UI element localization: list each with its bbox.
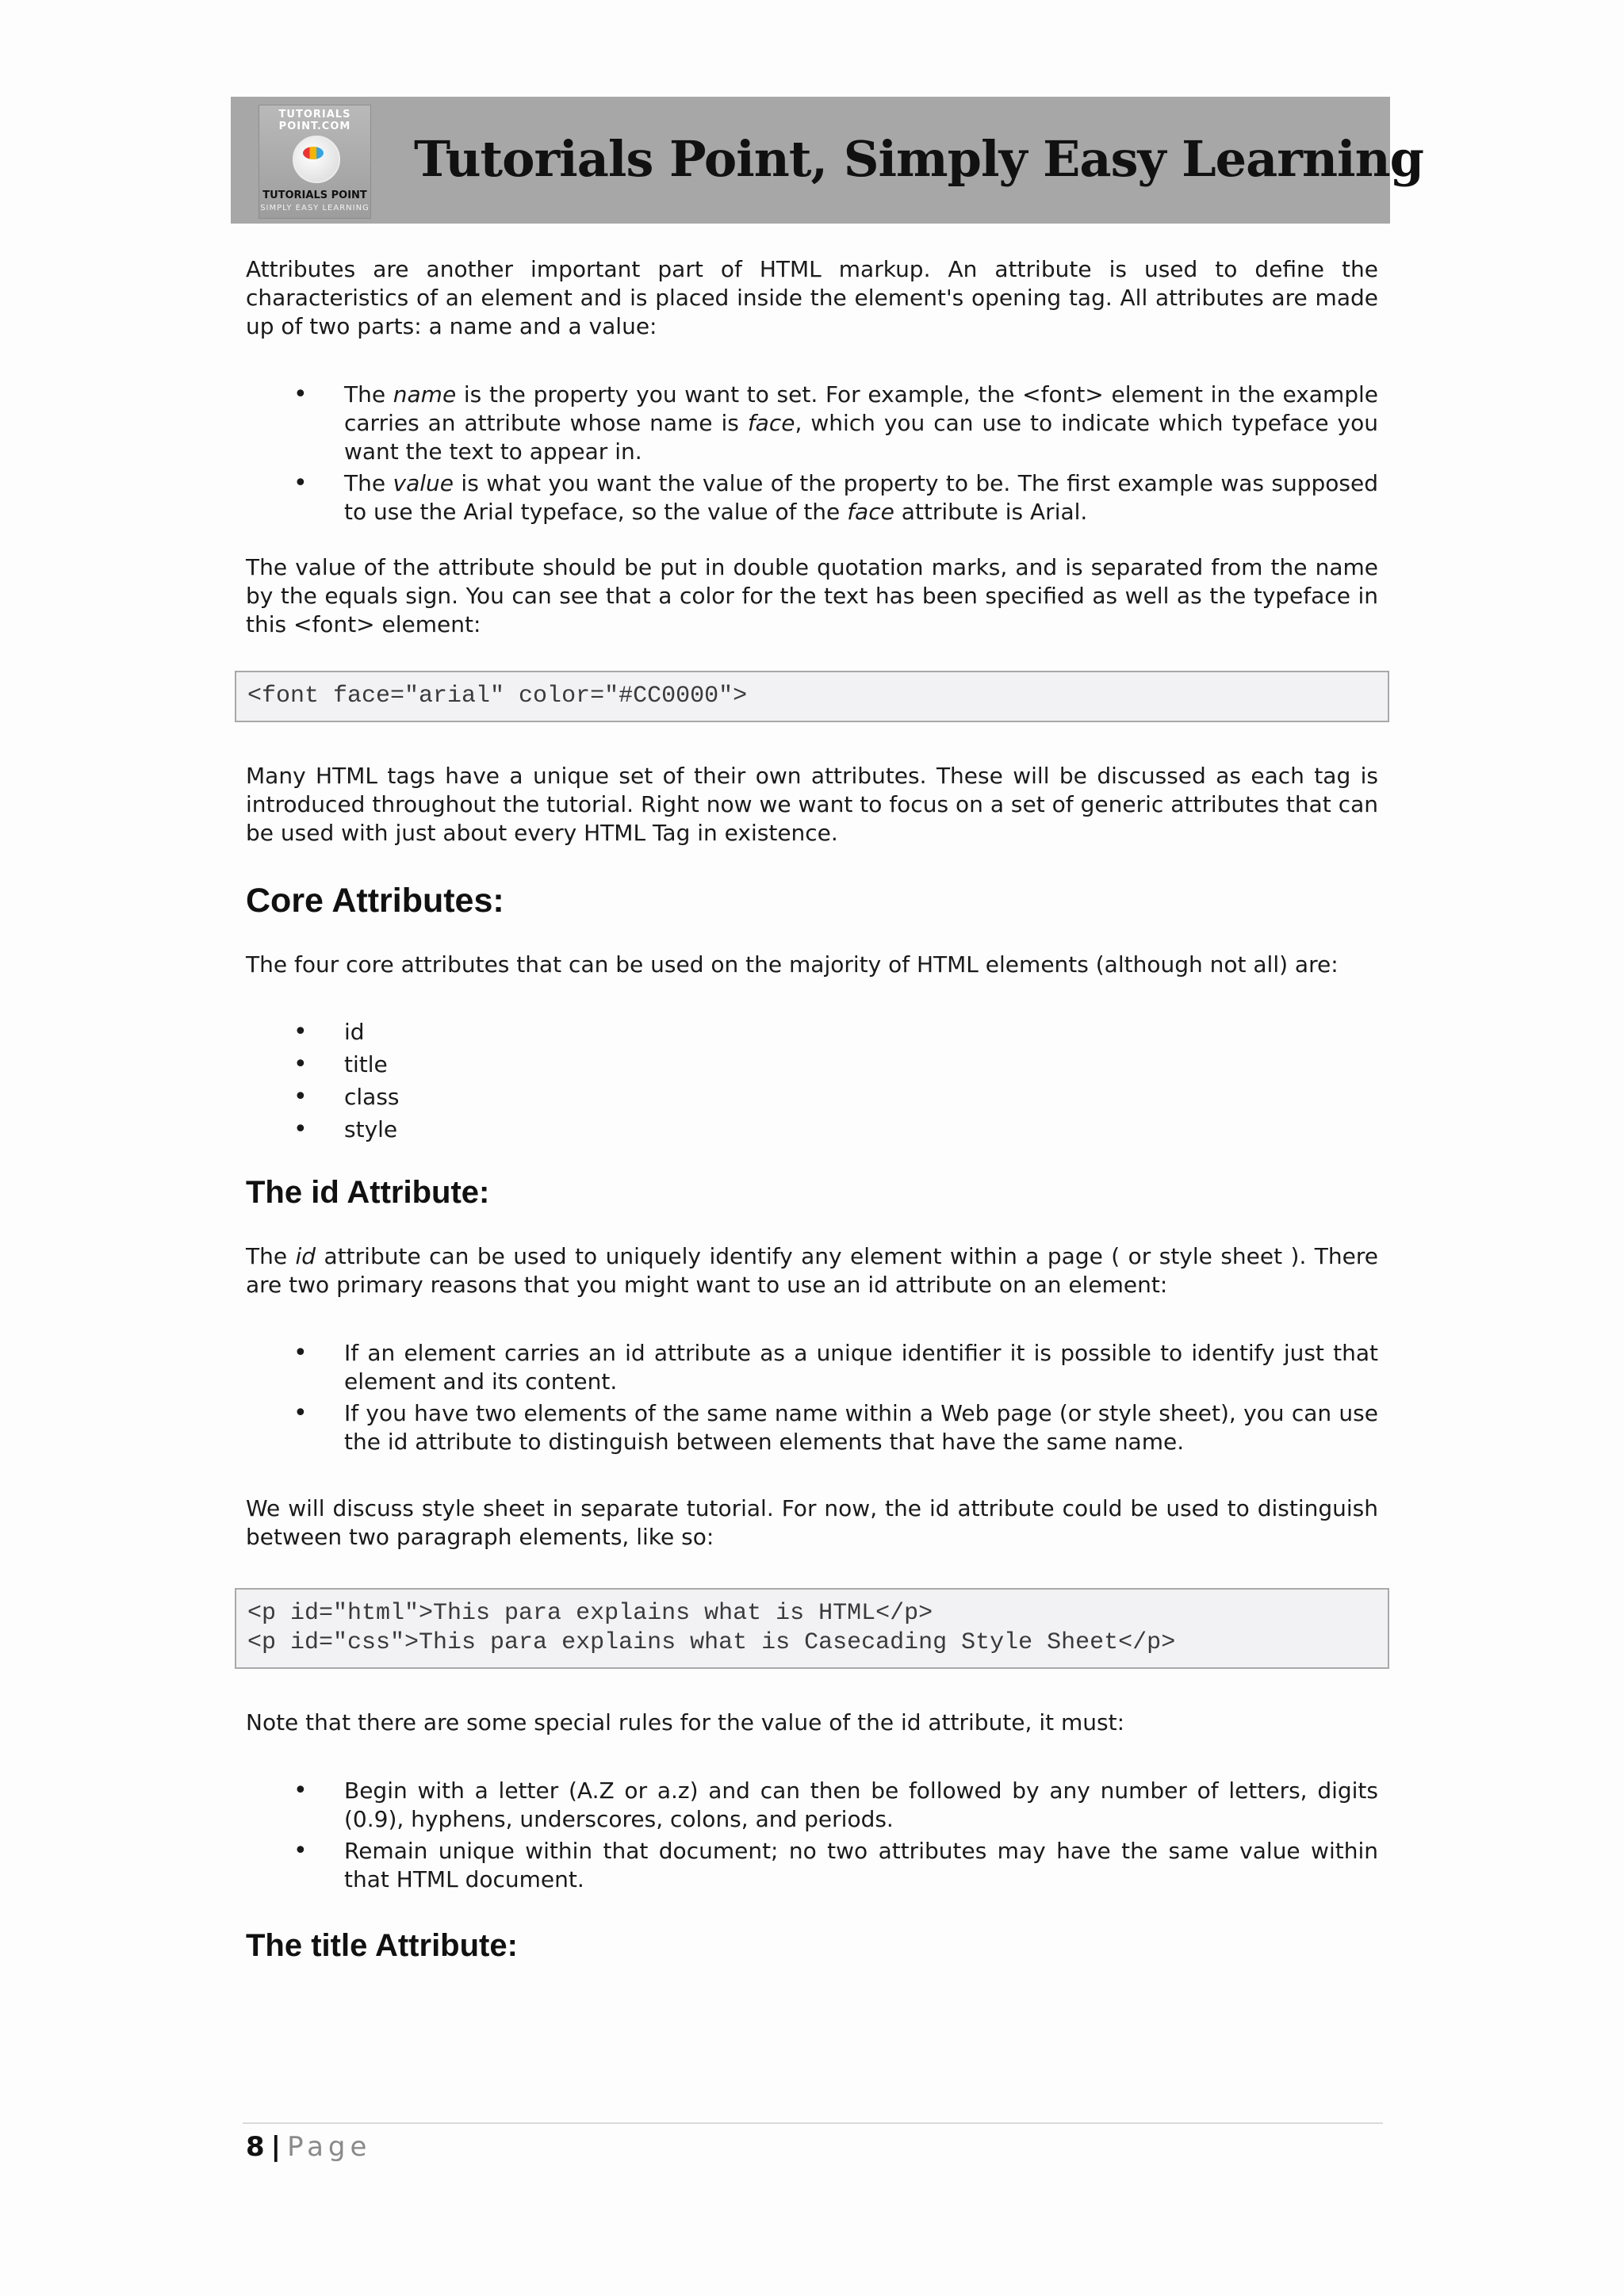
name-value-list (246, 381, 1378, 526)
list-item: • If an element carries an id attribute as a unique identifier it is possible to identify just that element and its content. (246, 1339, 1378, 1396)
list-item: • style (246, 1113, 1378, 1146)
core-attributes-heading: Core Attributes: (246, 882, 504, 920)
generic-attributes-paragraph: Many HTML tags have a unique set of their own attributes. These will be discussed as each tag is introduced throughout the tutorial. Right now we want to focus on a set of generic attributes that can be used with just about every HTML Tag in existence. (246, 763, 1378, 846)
logo-tagline: SIMPLY EASY LEARNING (260, 204, 370, 212)
id-rules-list (246, 1777, 1378, 1894)
page-content (246, 255, 1378, 1964)
core-attributes-list (246, 1016, 1378, 1146)
list-item: • Remain unique within that document; no two attributes may have the same value within that HTML document. (246, 1837, 1378, 1894)
list-item: • class (246, 1081, 1378, 1113)
header-title: Tutorials Point, Simply Easy Learning (414, 130, 1424, 188)
list-item: • Begin with a letter (A.Z or a.z) and can then be followed by any number of letters, digits (0.9), hyphens, underscores, colons, and periods. (246, 1777, 1378, 1834)
page-label: Page (287, 2131, 372, 2163)
footer-separator: | (270, 2131, 282, 2163)
list-item: • id (246, 1016, 1378, 1048)
id-attribute-heading: The id Attribute: (246, 1175, 490, 1210)
logo-arc-text: TUTORIALS POINT.COM (278, 109, 351, 132)
logo-colors-icon (303, 147, 324, 159)
page-number: 8 (246, 2131, 265, 2163)
style-sheet-paragraph: We will discuss style sheet in separate tutorial. For now, the id attribute could be used to distinguish between two paragraph elements, like so: (246, 1495, 1378, 1550)
paragraph-code-block (235, 1588, 1389, 1669)
code-line: <p id="css">This para explains what is Casecading Style Sheet</p> (247, 1629, 1176, 1656)
intro-paragraph: Attributes are another important part of HTML markup. An attribute is used to define the characteristics of an element and is placed inside the element's opening tag. All attributes are made up of two parts: a name and a value: (246, 256, 1378, 339)
id-attribute-paragraph: The id attribute can be used to uniquely identify any element within a page ( or style sheet ). There are two primary reasons that you might want to use an id attribute on an element: (246, 1243, 1378, 1298)
list-item: • If you have two elements of the same name within a Web page (or style sheet), you can use the id attribute to distinguish between elements that have the same name. (246, 1399, 1378, 1456)
id-rules-paragraph: Note that there are some special rules for the value of the id attribute, it must: (246, 1709, 1125, 1735)
tutorialspoint-logo (259, 105, 371, 219)
core-attributes-paragraph: The four core attributes that can be used on the majority of HTML elements (although not all) are: (246, 951, 1339, 978)
footer-divider (243, 2122, 1383, 2124)
quotation-paragraph: The value of the attribute should be put in double quotation marks, and is separated from the name by the equals sign. You can see that a color for the text has been specified as well as the typeface in this <font> element: (246, 554, 1378, 637)
header-banner (231, 97, 1424, 224)
logo-disc-icon (293, 136, 340, 183)
list-item: • title (246, 1048, 1378, 1081)
code-line: <p id="html">This para explains what is HTML</p> (247, 1600, 933, 1627)
page-footer (246, 2131, 371, 2163)
list-item: • The name is the property you want to set. For example, the <font> element in the example carries an attribute whose name is face, which you can use to indicate which typeface you want the text to appear in. (246, 381, 1378, 466)
list-item: • The value is what you want the value of the property to be. The first example was supposed to use the Arial typeface, so the value of the face attribute is Arial. (246, 469, 1378, 526)
font-code-block: <font face="arial" color="#CC0000"> (235, 671, 1389, 722)
title-attribute-heading: The title Attribute: (246, 1928, 518, 1963)
logo-name: TUTORIALS POINT (262, 189, 367, 201)
id-reasons-list (246, 1339, 1378, 1456)
